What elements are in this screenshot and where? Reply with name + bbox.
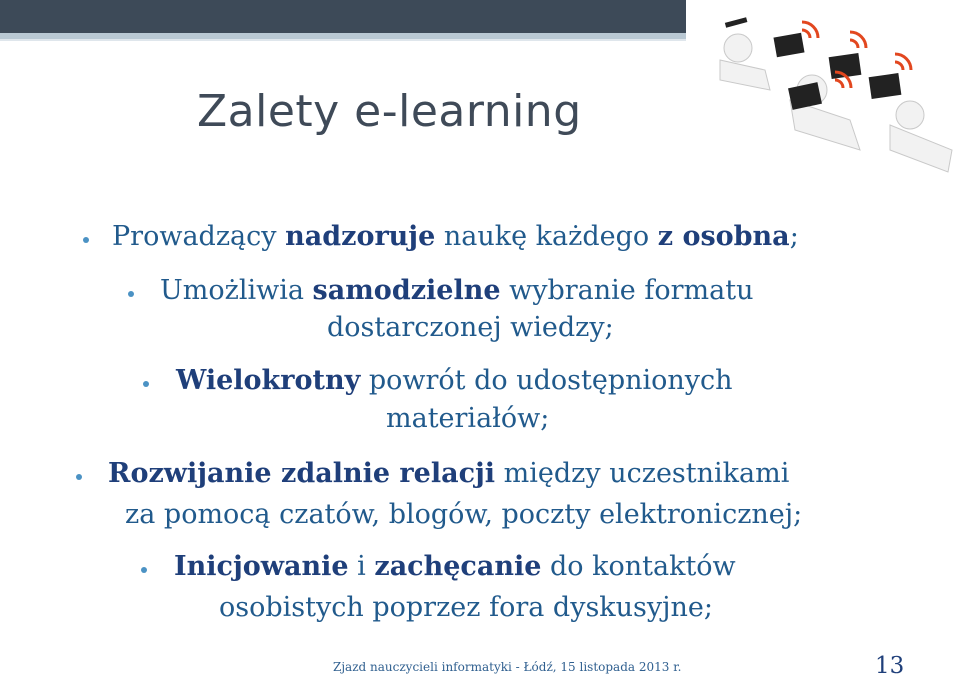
bullet-dot: [83, 237, 89, 243]
bullet-highlight: Inicjowanie: [174, 551, 349, 582]
bullet-dot: [76, 474, 82, 480]
bullet-item-3: [176, 362, 733, 400]
bullet-text: do kontaktów: [541, 551, 736, 582]
bullet-item-1: [112, 218, 799, 256]
bullet-item-4-line2: za pomocą czatów, blogów, poczty elektronicznej;: [125, 499, 803, 530]
footer-text: Zjazd nauczycieli informatyki - Łódź, 15 listopada 2013 r.: [333, 660, 682, 674]
bullet-text: Prowadzący: [112, 221, 286, 252]
top-accent-line-light: [0, 39, 686, 41]
bullet-text: Umożliwia: [160, 275, 313, 306]
bullet-highlight: samodzielne: [312, 275, 501, 306]
bullet-item-2: [160, 272, 753, 310]
slide-title: Zalety e-learning: [197, 86, 582, 137]
bullet-dot: [143, 381, 149, 387]
bullet-text: między uczestnikami: [495, 458, 790, 489]
top-bar: [0, 0, 686, 33]
bullet-text: ;: [789, 221, 799, 252]
bullet-text: i: [348, 551, 375, 582]
page-number: 13: [875, 653, 905, 679]
bullet-highlight: Rozwijanie zdalnie relacji: [108, 458, 496, 489]
bullet-dot: [141, 567, 147, 573]
bullet-item-2-line2: dostarczonej wiedzy;: [327, 312, 614, 343]
elearning-illustration: [690, 0, 960, 185]
bullet-item-5-line2: osobistych poprzez fora dyskusyjne;: [219, 592, 714, 623]
bullet-item-3-line2: materiałów;: [386, 403, 550, 434]
bullet-highlight: zachęcanie: [374, 551, 542, 582]
bullet-highlight: nadzoruje: [285, 221, 436, 252]
bullet-item-5: [174, 548, 736, 586]
bullet-item-4: [108, 455, 789, 493]
bullet-highlight: z osobna: [657, 221, 790, 252]
bullet-text: powrót do udostępnionych: [360, 365, 733, 396]
bullet-text: wybranie formatu: [500, 275, 754, 306]
bullet-text: naukę każdego: [435, 221, 658, 252]
bullet-dot: [128, 291, 134, 297]
bullet-highlight: Wielokrotny: [176, 365, 361, 396]
